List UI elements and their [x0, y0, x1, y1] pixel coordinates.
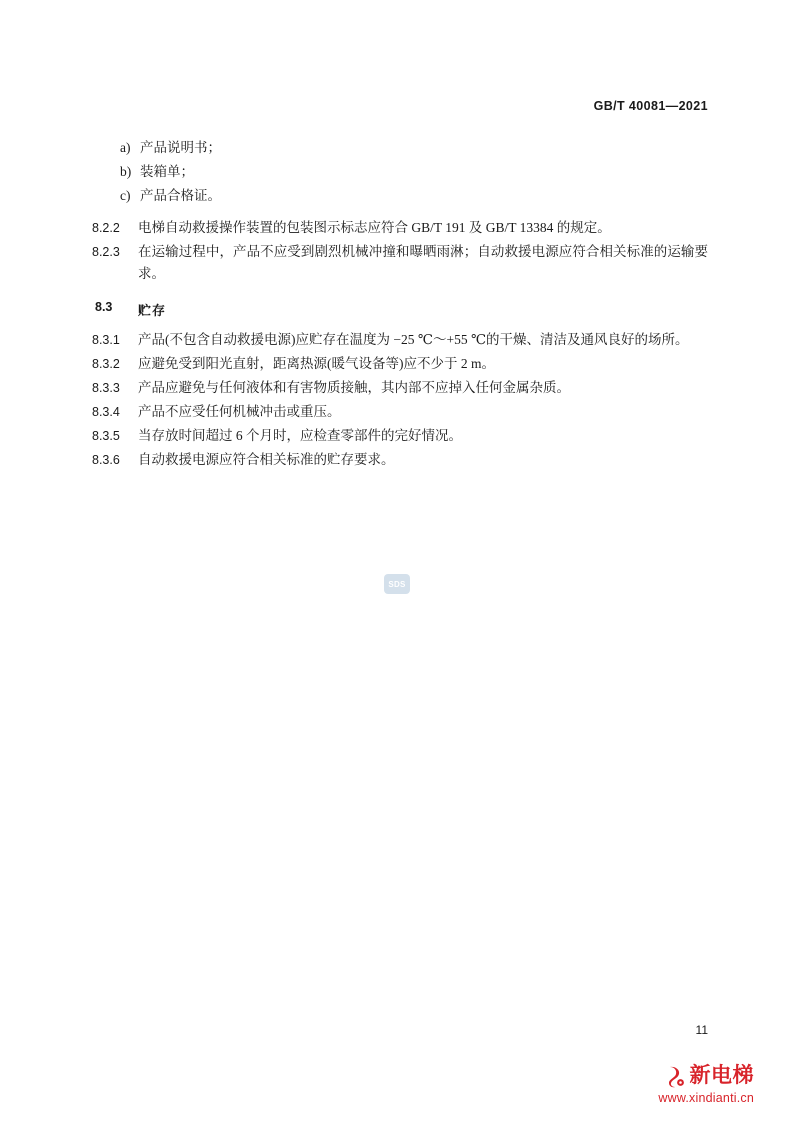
clause-8-3-4	[92, 401, 708, 423]
clause-number: 8.3.6	[92, 452, 120, 467]
list-item-text: 装箱单；	[140, 164, 194, 179]
clause-text: 产品应避免与任何液体和有害物质接触，其内部不应掉入任何金属杂质。	[138, 380, 570, 395]
clause-8-3-2	[92, 353, 708, 375]
clause-text: 产品(不包含自动救援电源)应贮存在温度为 −25 ℃～+55 ℃的干燥、清洁及通风良好的场所。	[138, 332, 689, 347]
list-item-text: 产品合格证。	[140, 188, 221, 203]
section-title: 贮存	[138, 303, 167, 318]
clause-text: 电梯自动救援操作装置的包装图示标志应符合 GB/T 191 及 GB/T 13384 的规定。	[138, 220, 611, 235]
clause-number: 8.2.2	[92, 220, 120, 235]
brand-url: www.xindianti.cn	[658, 1090, 754, 1105]
brand-logo-row	[658, 1064, 754, 1088]
clause-text: 当存放时间超过 6 个月时，应检查零部件的完好情况。	[138, 428, 462, 443]
list-item	[92, 185, 708, 206]
page-number: 11	[695, 1023, 708, 1037]
clause-text: 产品不应受任何机械冲击或重压。	[138, 404, 341, 419]
clause-text: 自动救援电源应符合相关标准的贮存要求。	[138, 452, 395, 467]
brand-footer	[658, 1064, 754, 1105]
clause-text: 应避免受到阳光直射，距离热源(暖气设备等)应不少于 2 m。	[138, 356, 495, 371]
clause-number: 8.2.3	[92, 244, 120, 259]
clause-8-3-3	[92, 377, 708, 399]
page-header-standard-code: GB/T 40081—2021	[593, 99, 708, 113]
brand-name: 新电梯	[689, 1064, 754, 1088]
clause-8-3-1	[92, 329, 708, 351]
watermark-badge: SDS	[384, 574, 410, 594]
clause-number: 8.3.1	[92, 332, 120, 347]
clause-8-3-6	[92, 449, 708, 471]
clause-8-2-3	[92, 241, 708, 284]
list-item-text: 产品说明书；	[140, 140, 221, 155]
section-heading-8-3	[92, 300, 708, 319]
clause-number: 8.3.4	[92, 404, 120, 419]
clause-number: 8.3.3	[92, 380, 120, 395]
list-item	[92, 137, 708, 158]
section-number: 8.3	[95, 300, 113, 314]
elevator-logo-icon	[664, 1065, 686, 1089]
list-item-label: b)	[120, 164, 132, 179]
list-item	[92, 161, 708, 182]
list-item-label: a)	[120, 140, 131, 155]
clause-text: 在运输过程中，产品不应受到剧烈机械冲撞和曝晒雨淋；自动救援电源应符合相关标准的运输要求。	[138, 244, 708, 281]
document-body	[92, 137, 708, 473]
clause-8-2-2	[92, 217, 708, 239]
clause-number: 8.3.2	[92, 356, 120, 371]
list-item-label: c)	[120, 188, 131, 203]
clause-8-3-5	[92, 425, 708, 447]
clause-number: 8.3.5	[92, 428, 120, 443]
